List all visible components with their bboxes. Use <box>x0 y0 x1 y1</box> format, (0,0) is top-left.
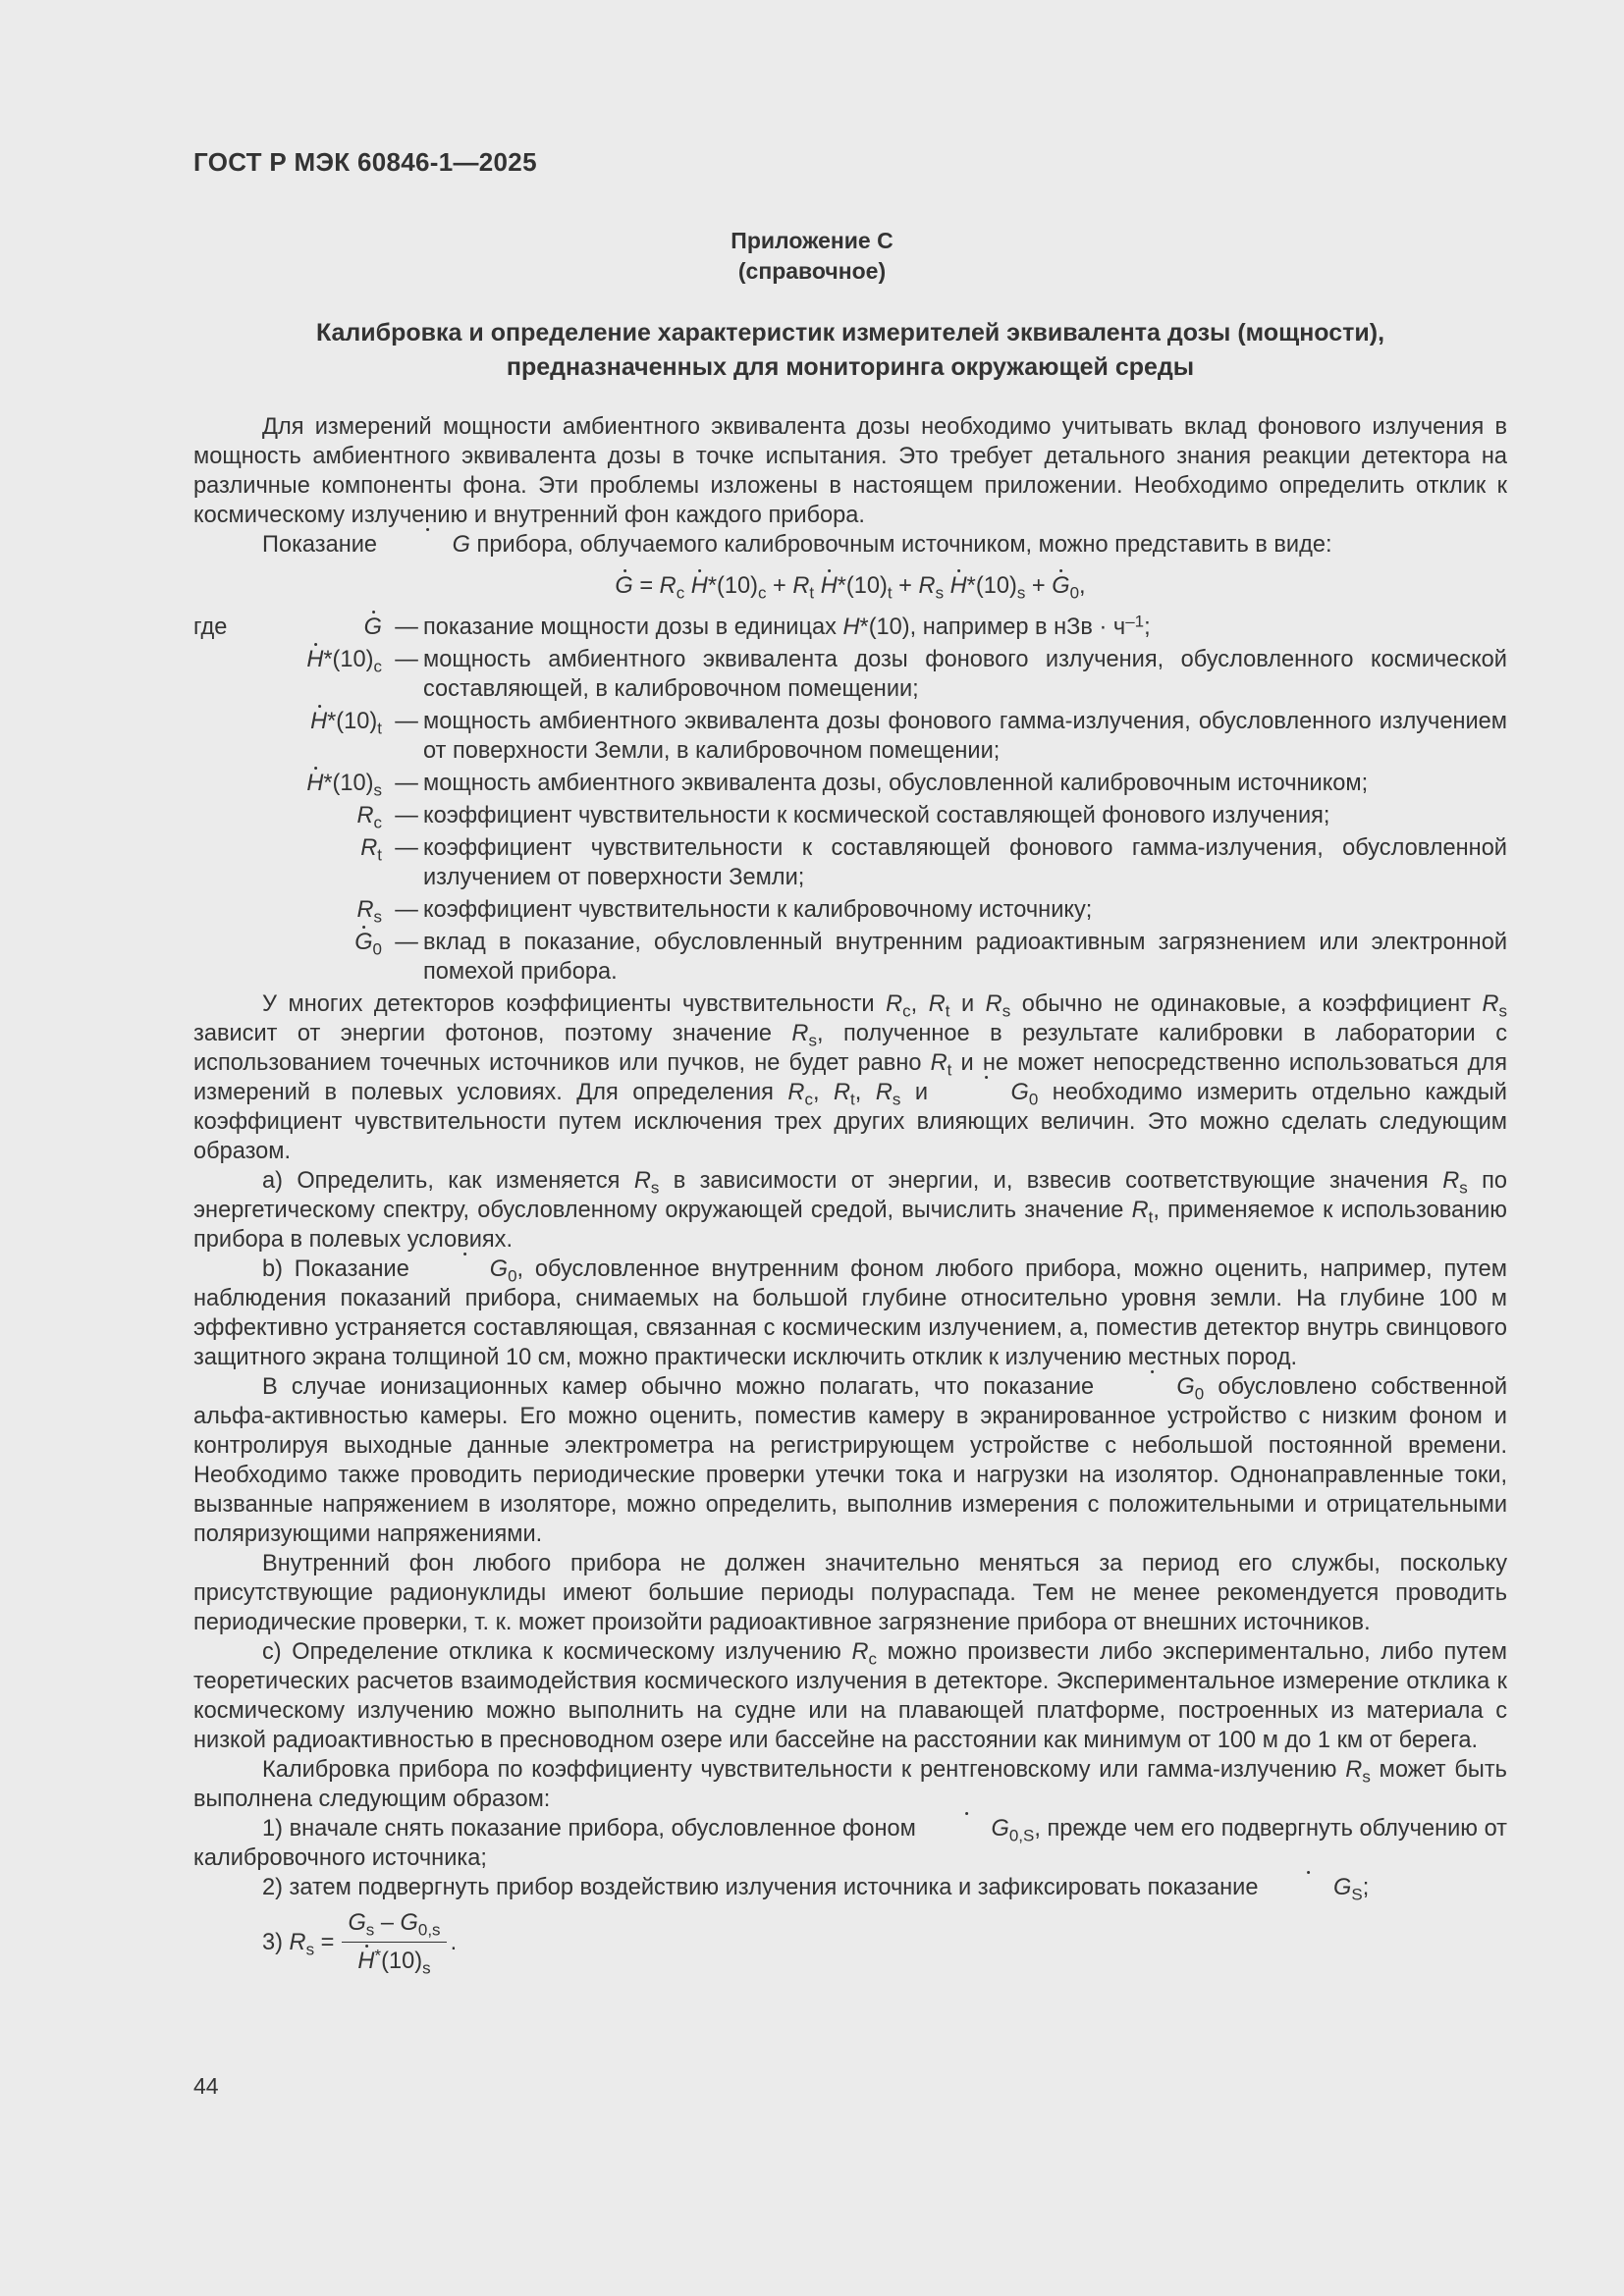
main-formula: $G = R_c$ $H*(10)_c + R_t$ $H*(10)_t + R_s$ $H*(10)_s + G_0$, <box>615 573 1086 603</box>
paragraph-internal-background: Внутренний фон любого прибора не должен значительно меняться за период его службы, поскольку присутствующие радионуклиды имеют большие периоды полураспада. Тем не менее рекомендуется проводить периодические проверки, т. к. может произойти радиоактивное загрязнение прибора от внешних источников. <box>193 1551 1507 1635</box>
annex-title-line2: предназначенных для мониторинга окружающей среды <box>506 353 1195 381</box>
definition-row: $H*(10)_c$ — мощность амбиентного эквивалента дозы фонового излучения, обусловленного космической составляющей, в калибровочном помещении; <box>193 645 1507 707</box>
definition-row: $G_0$ — вклад в показание, обусловленный внутренним радиоактивным загрязнением или электронной помехой прибора. <box>193 928 1507 989</box>
step-3-formula: 3) $R_s$ = $\frac{G_s - G_{0,s}}{H^*(10)_s}$ . <box>262 1910 458 1978</box>
definition-Rs: коэффициент чувствительности к калибровочному источнику; <box>423 897 1093 923</box>
symbol-definitions <box>193 613 1507 989</box>
paragraph-intro: Для измерений мощности амбиентного эквивалента дозы необходимо учитывать вклад фонового излучения в мощность амбиентного эквивалента дозы в точке испытания. Это требует детального знания реакции детектора на различные компоненты фона. Эти проблемы изложены в настоящем приложении. Необходимо определить отклик к космическому излучению и внутренний фон каждого прибора. <box>193 414 1507 528</box>
paragraph-item-c: с) Определение отклика к космическому излучению $R_c$ можно произвести либо экспериментально, либо путем теоретических расчетов взаимодействия космического излучения в детекторе. Экспериментальное измерение отклика к космическому излучению можно выполнить на судне или на плавающей платформе, построенных из материала с низкой радиоактивностью в пресноводном озере или бассейне на расстоянии как минимум от 100 м до 1 км от берега. <box>193 1639 1507 1753</box>
step-1: 1) вначале снять показание прибора, обусловленное фоном $G_{0,S}$, прежде чем его подвергнуть облучению от калибровочного источника; <box>193 1816 1507 1871</box>
definition-Rt: коэффициент чувствительности к составляющей фонового гамма-излучения, обусловленной излучением от поверхности Земли; <box>423 835 1507 890</box>
definition-Hc: мощность амбиентного эквивалента дозы фонового излучения, обусловленного космической составляющей, в калибровочном помещении; <box>423 647 1507 702</box>
annex-label: Приложение С <box>731 228 893 253</box>
annex-title <box>193 316 1507 385</box>
definition-Rc: коэффициент чувствительности к космической составляющей фонового излучения; <box>423 803 1330 828</box>
paragraph-calibration: Калибровка прибора по коэффициенту чувствительности к рентгеновскому или гамма-излучению $R_s$ может быть выполнена следующим образом: <box>193 1757 1507 1812</box>
definition-row: $R_c$ — коэффициент чувствительности к космической составляющей фонового излучения; <box>193 801 1507 833</box>
step-2: 2) затем подвергнуть прибор воздействию излучения источника и зафиксировать показание $G_S$; <box>262 1875 1370 1904</box>
annex-type: (справочное) <box>737 258 887 284</box>
definition-row: $H*(10)_s$ — мощность амбиентного эквивалента дозы, обусловленной калибровочным источником; <box>193 769 1507 801</box>
annex-body <box>193 412 1507 1976</box>
definition-row: где G — показание мощности дозы в единицах H*(10), например в нЗв · $ч^{-1}$; <box>193 613 1507 645</box>
fraction: $\frac{G_s - G_{0,s}}{H^*(10)_s}$ <box>342 1908 446 1976</box>
paragraph-ionization: В случае ионизационных камер обычно можно полагать, что показание $G_0$ обусловлено собственной альфа-активностью камеры. Его можно оценить, поместив камеру в экранированное устройство с низким фоном и контролируя выходные данные электрометра на регистрирующем устройстве с небольшой постоянной времени. Необходимо также проводить периодические проверки утечки тока и нагрузки на изолятор. Однонаправленные токи, вызванные напряжением в изоляторе, можно определить, выполнив измерения с положительными и отрицательными поляризующими напряжениями. <box>193 1374 1508 1547</box>
document-code: ГОСТ Р МЭК 60846-1—2025 <box>193 147 537 177</box>
paragraph-item-b: b) Показание $G_0$, обусловленное внутренним фоном любого прибора, можно оценить, например, путем наблюдения показаний прибора, снимаемых на большой глубине относительно уровня земли. На глубине 100 м эффективно устраняется составляющая, связанная с космическим излучением, а, поместив детектор внутрь свинцового защитного экрана толщиной 10 см, можно практически исключить отклик к излучению местных пород. <box>193 1256 1507 1370</box>
paragraph-coefficients: У многих детекторов коэффициенты чувствительности $R_c$, $R_t$ и $R_s$ обычно не одинаковые, а коэффициент $R_s$ зависит от энергии фотонов, поэтому значение $R_s$, полученное в результате калибровки в лаборатории с использованием точечных источников или пучков, не будет равно $R_t$ и не может непосредственно использоваться для измерений в полевых условиях. Для определения $R_c$, $R_t$, $R_s$ и $G_0$ необходимо измерить отдельно каждый коэффициент чувствительности путем исключения трех других влияющих величин. Это можно сделать следующим образом. <box>193 991 1507 1164</box>
page-number: 44 <box>193 2073 219 2099</box>
where-label: где <box>193 614 228 640</box>
annex-title-line1: Калибровка и определение характеристик измерителей эквивалента дозы (мощности), <box>315 319 1385 347</box>
definition-row: $H*(10)_t$ — мощность амбиентного эквивалента дозы фонового гамма-излучения, обусловленного излучением от поверхности Земли, в калибровочном помещении; <box>193 707 1507 769</box>
paragraph-item-a: а) Определить, как изменяется $R_s$ в зависимости от энергии, и, взвесив соответствующие значения $R_s$ по энергетическому спектру, обусловленному окружающей средой, вычислить значение $R_t$, применяемое к использованию прибора в полевых условиях. <box>193 1168 1508 1253</box>
definition-row: $R_s$ — коэффициент чувствительности к калибровочному источнику; <box>193 895 1507 928</box>
definition-Ht: мощность амбиентного эквивалента дозы фонового гамма-излучения, обусловленного излучением от поверхности Земли, в калибровочном помещении; <box>423 709 1507 764</box>
paragraph-reading: Показание G прибора, облучаемого калибровочным источником, можно представить в виде: <box>262 532 1332 558</box>
definition-row: $R_t$ — коэффициент чувствительности к составляющей фонового гамма-излучения, обусловленной излучением от поверхности Земли; <box>193 833 1507 895</box>
annex-heading <box>0 226 1624 287</box>
definition-G: показание мощности дозы в единицах H*(10), например в нЗв · $ч^{-1}$; <box>423 612 1151 640</box>
definition-Hs: мощность амбиентного эквивалента дозы, обусловленной калибровочным источником; <box>423 771 1369 796</box>
definition-G0: вклад в показание, обусловленный внутренним радиоактивным загрязнением или электронной помехой прибора. <box>423 930 1507 985</box>
